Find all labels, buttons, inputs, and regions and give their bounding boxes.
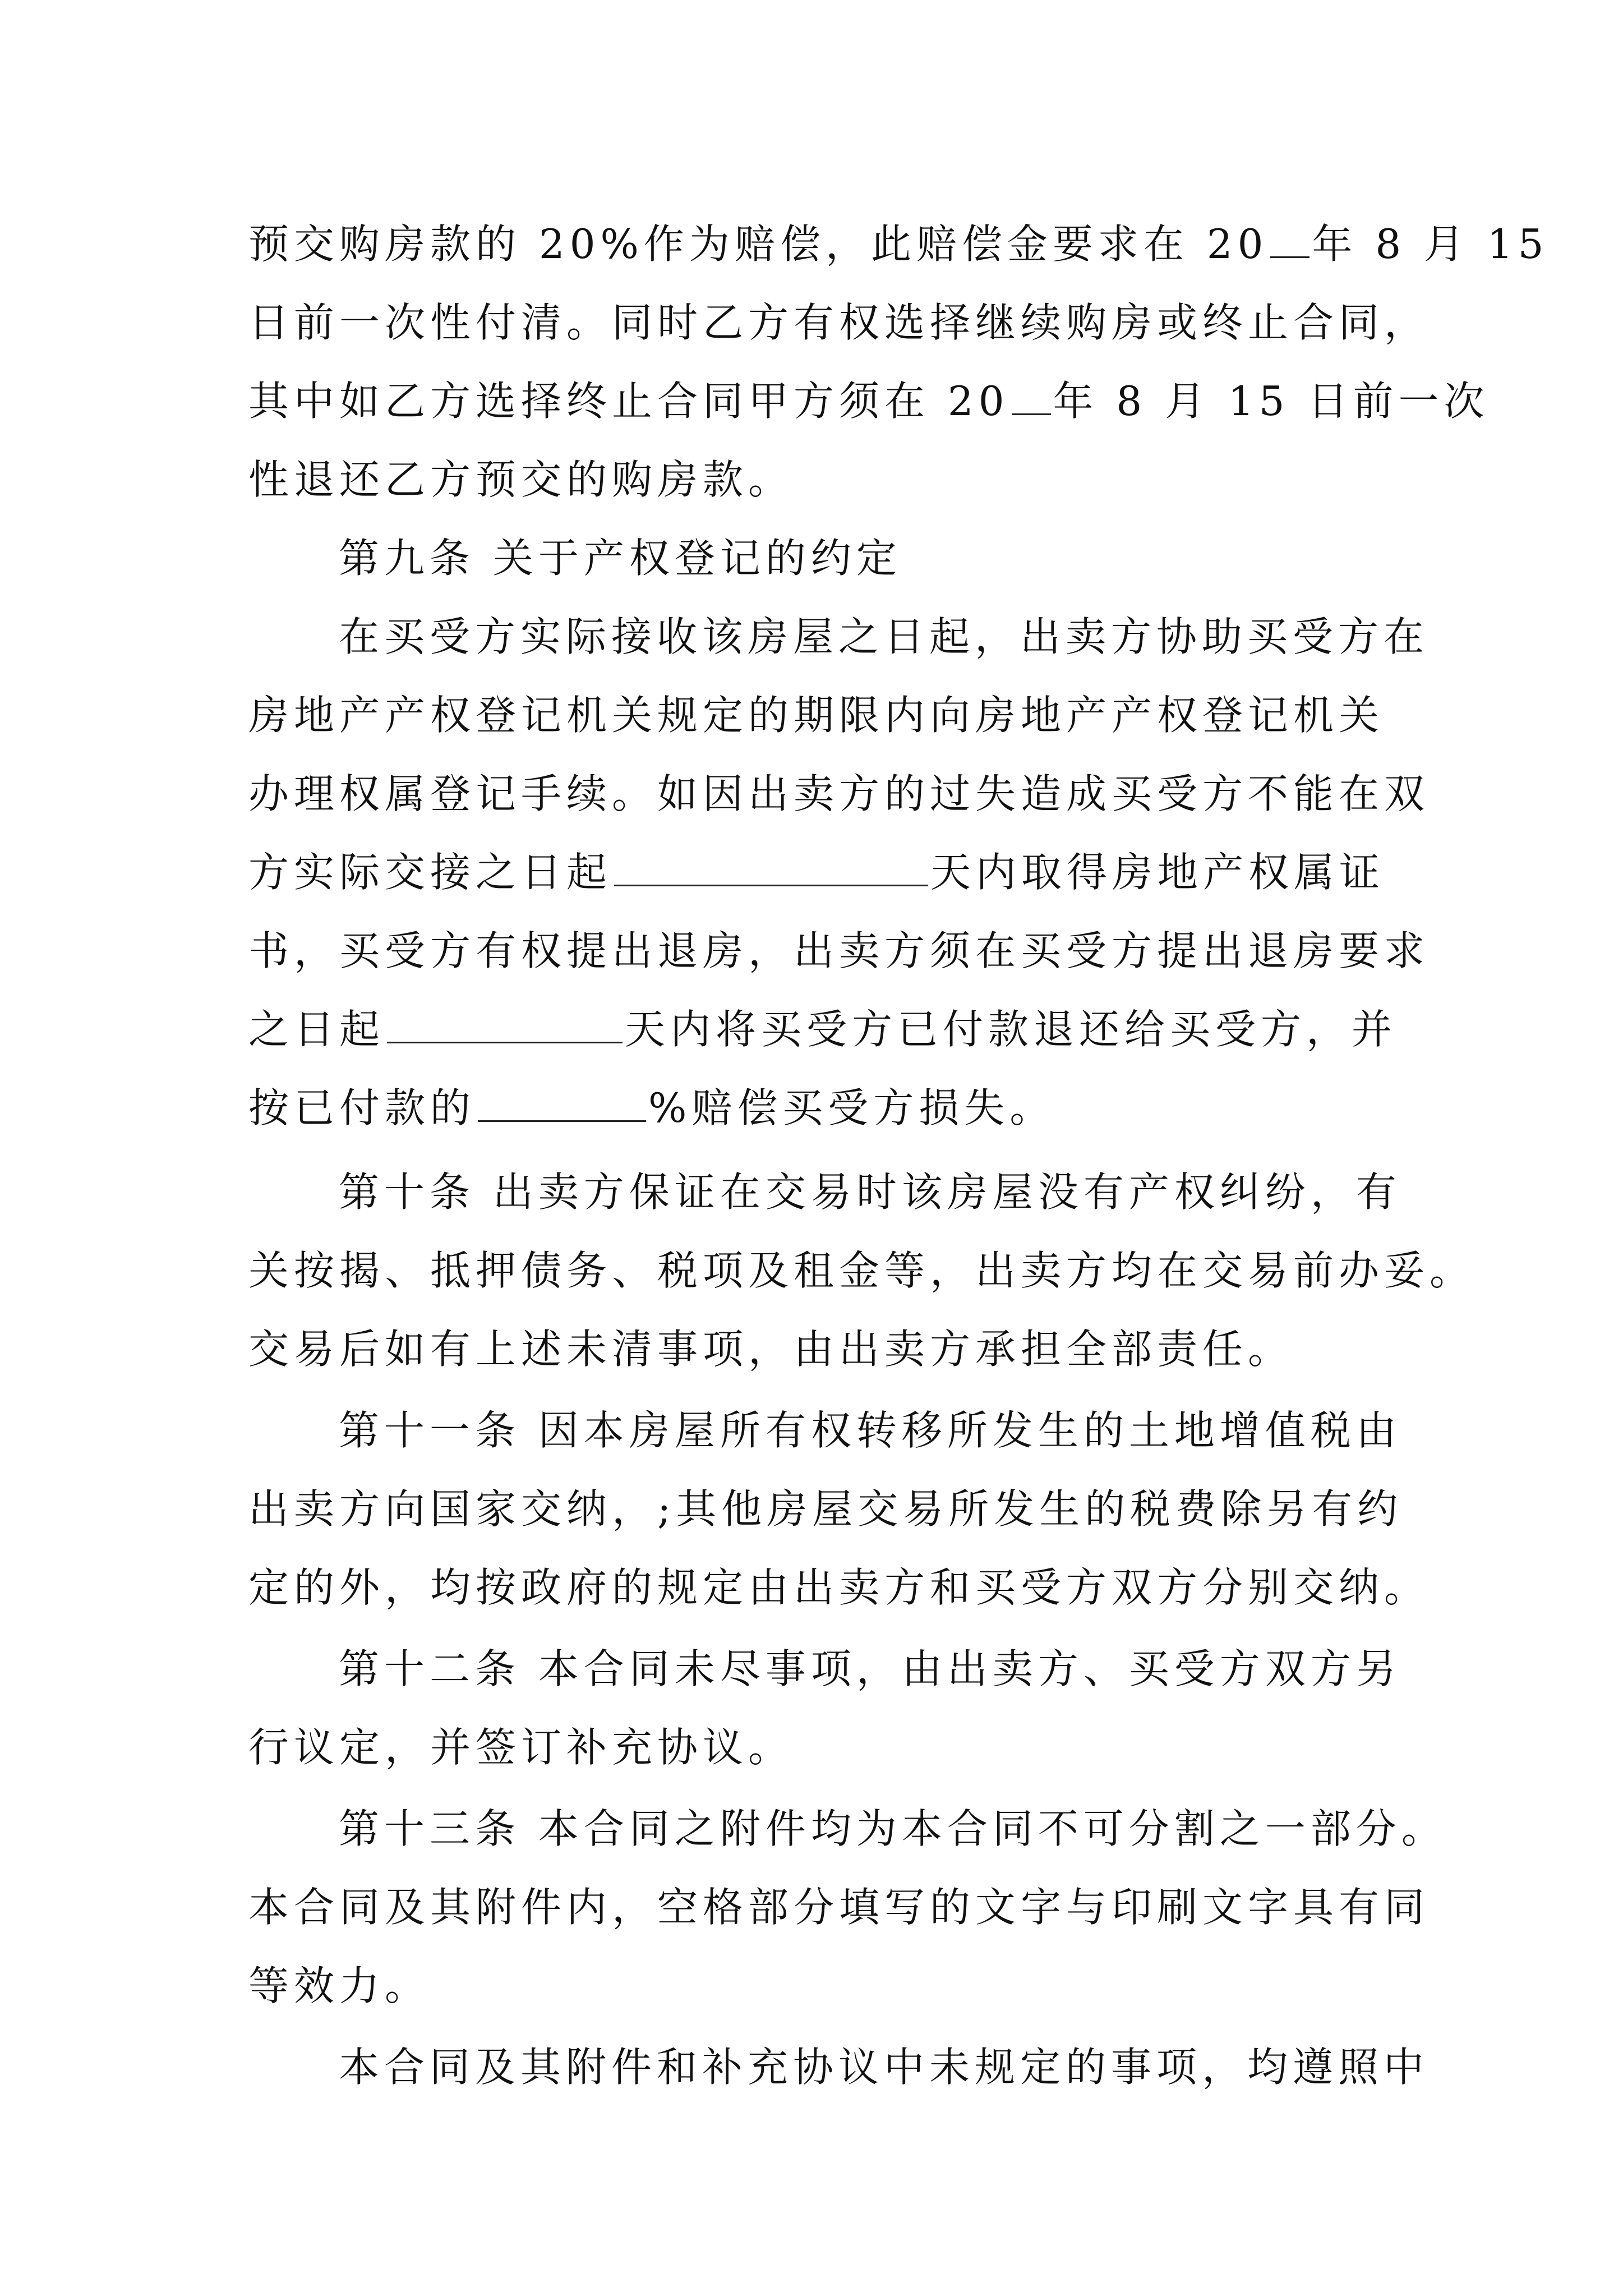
text-line-18: 定的外，均按政府的规定由出卖方和买受方双方分别交纳。 bbox=[248, 1564, 1430, 1611]
text-line-1: 预交购房款的 20%作为赔偿，此赔偿金要求在 20 年 8 月 15 bbox=[248, 220, 1549, 268]
text-line-17: 出卖方向国家交纳，;其他房屋交易所发生的税费除另有约 bbox=[248, 1485, 1403, 1533]
text-line-7: 房地产产权登记机关规定的期限内向房地产产权登记机关 bbox=[248, 692, 1385, 739]
text-line-24: 本合同及其附件和补充协议中未规定的事项，均遵照中 bbox=[339, 2044, 1430, 2091]
text-line-12: 按已付款的 %赔偿买受方损失。 bbox=[248, 1084, 1055, 1131]
article-11: 第十一条 因本房屋所有权转移所发生的土地增值税由 bbox=[339, 1407, 1401, 1454]
article-9-heading: 第九条 关于产权登记的约定 bbox=[339, 535, 902, 582]
blank-days-1 bbox=[614, 852, 928, 886]
blank-percent bbox=[478, 1088, 646, 1122]
blank-days-2 bbox=[387, 1009, 623, 1043]
text-line-22: 本合同及其附件内，空格部分填写的文字与印刷文字具有同 bbox=[248, 1884, 1430, 1931]
text-line-3: 其中如乙方选择终止合同甲方须在 20 年 8 月 15 日前一次 bbox=[248, 378, 1490, 425]
text-line-20: 行议定，并签订补充协议。 bbox=[248, 1724, 794, 1771]
text-line-6: 在买受方实际接收该房屋之日起，出卖方协助买受方在 bbox=[339, 613, 1430, 660]
text-line-4: 性退还乙方预交的购房款。 bbox=[248, 456, 794, 503]
text-line-8: 办理权属登记手续。如因出卖方的过失造成买受方不能在双 bbox=[248, 770, 1430, 817]
text-line-23: 等效力。 bbox=[248, 1962, 431, 2009]
article-10: 第十条 出卖方保证在交易时该房屋没有产权纠纷，有 bbox=[339, 1168, 1401, 1216]
blank-year-1 bbox=[1270, 224, 1310, 258]
article-12: 第十二条 本合同未尽事项，由出卖方、买受方双方另 bbox=[339, 1645, 1401, 1692]
text-line-11: 之日起 天内将买受方已付款退还给买受方，并 bbox=[248, 1006, 1398, 1053]
text-line-2: 日前一次性付清。同时乙方有权选择继续购房或终止合同， bbox=[248, 299, 1430, 346]
blank-year-2 bbox=[1012, 381, 1051, 415]
text-line-14: 关按揭、抵押债务、税项及租金等，出卖方均在交易前办妥。 bbox=[248, 1247, 1476, 1294]
text-line-9: 方实际交接之日起 天内取得房地产权属证 bbox=[248, 849, 1385, 896]
text-line-10: 书，买受方有权提出退房，出卖方须在买受方提出退房要求 bbox=[248, 927, 1430, 974]
text-line-15: 交易后如有上述未清事项，由出卖方承担全部责任。 bbox=[248, 1326, 1294, 1373]
article-13: 第十三条 本合同之附件均为本合同不可分割之一部分。 bbox=[339, 1805, 1447, 1852]
